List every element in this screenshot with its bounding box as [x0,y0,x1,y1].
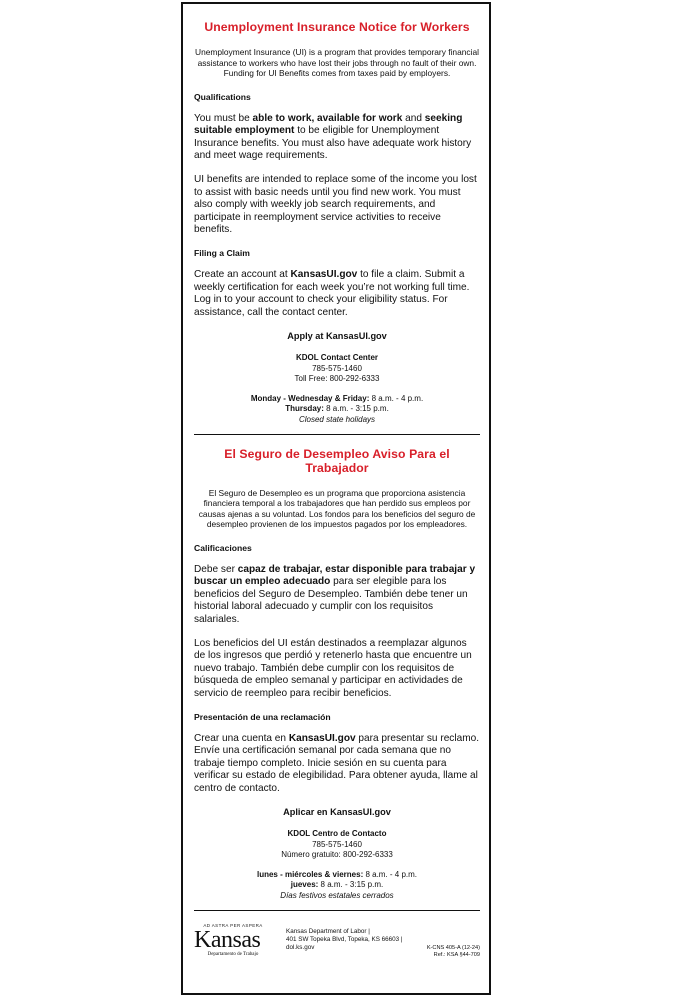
bold-run: seeking suitable employment [194,112,463,137]
website-link-text: KansasUI.gov [288,733,356,745]
form-code: K-CNS 405-A (12-24) [426,944,480,951]
hours-line-1 [194,394,480,405]
contact-phone: 785-575-1460 [312,363,362,373]
text-run: You must be [194,112,253,124]
text-run: para presentar su reclamo. Envíe una certificación semanal por cada semana que no trabaje tiempo completo. Inicie sesión en su cuenta para verificar su estado de elegibilidad. Para obtener ayuda, llame al centro de contacto. [194,733,480,794]
department-address [286,928,403,953]
english-qualifications-paragraph-2: UI benefits are intended to replace some of the income you lost to assist with basic needs until you find new work. You must also comply with weekly job search requirements, and participate in reemployment service activities to receive benefits. [194,174,477,236]
hours-time: 8 a.m. - 3:15 p.m. [323,404,389,414]
text-run: to file a claim. Submit a weekly certification for each week you’re not working full time. Log in to your account to check your eligibility status. For assistance, call the contact center. [194,269,470,318]
text-run: Create an account at [194,269,291,281]
kansas-logo [194,923,272,969]
text-run: to be eligible for Unemployment Insurance benefits. You must also have adequate work history and meet wage requirements. [194,125,472,161]
department-street: 401 SW Topeka Blvd, Topeka, KS 66603 | [286,935,403,943]
hours-time: 8 a.m. - 4 p.m. [369,393,424,403]
form-reference: Ref.: KSA §44-709 [433,952,480,959]
english-filing-paragraph [194,269,480,319]
section-divider [194,434,480,435]
logo-wordmark: Kansas [194,926,261,953]
hours-days: jueves: [290,880,319,890]
notice-poster [181,2,491,995]
english-filing-heading: Filing a Claim [194,248,250,259]
hours-time: 8 a.m. - 3:15 p.m. [318,880,384,890]
text-run: and [402,112,425,124]
english-qualifications-heading: Qualifications [194,91,251,102]
text-run: Debe ser [194,564,238,575]
holidays-text: Closed state holidays [298,415,376,425]
english-title: Unemployment Insurance Notice for Workers [204,20,470,34]
english-qualifications-paragraph-1 [194,113,480,163]
department-website: dol.ks.gov [286,944,315,952]
text-run: Crear una cuenta en [194,733,289,745]
holidays-line [194,415,480,426]
spanish-filing-paragraph [194,733,480,795]
logo-department: Departamento de Trabajo [207,951,259,957]
contact-tollfree: Toll Free: 800-292-6333 [294,374,380,384]
text-run: para ser elegible para los beneficios del Seguro de Desempleo. También debe tener un historial laboral adecuado y cumplir con los requisitos salariales. [194,576,468,625]
bold-run: able to work, available for work [252,112,403,124]
website-link-text: KansasUI.gov [290,269,358,281]
hours-line-2 [194,880,480,891]
english-hours-block [194,394,480,426]
hours-line-2 [194,404,480,415]
holidays-text: Días festivos estatales cerrados [280,891,394,901]
hours-line-1 [194,870,480,881]
spanish-contact-block [194,829,480,861]
holidays-line [194,891,480,902]
english-contact-block [194,353,480,385]
spanish-hours-block [194,870,480,902]
department-name: Kansas Department of Labor | [286,927,370,935]
spanish-qualifications-paragraph-1 [194,564,480,626]
hours-days: Thursday: [285,404,324,414]
spanish-qualifications-heading: Calificaciones [194,543,252,553]
bold-run: capaz de trabajar, estar disponible para trabajar y buscar un empleo adecuado [194,564,476,588]
contact-phone: 785-575-1460 [312,839,362,849]
logo-motto: AD ASTRA PER ASPERA [203,922,263,928]
spanish-title: El Seguro de Desempleo Aviso Para el Trabajador [224,446,450,475]
spanish-filing-heading: Presentación de una reclamación [194,712,331,723]
spanish-intro: El Seguro de Desempleo es un programa que proporciona asistencia financiera temporal a los trabajadores que han perdido sus empleos por causas ajenas a su voluntad. Los fondos para los beneficios del seguro de desempleo provienen de los impuestos pagados por los empleadores. [198,487,476,530]
contact-center-name: KDOL Contact Center [295,353,379,363]
contact-tollfree: Número gratuito: 800-292-6333 [281,850,393,860]
spanish-apply-line: Aplicar en KansasUI.gov [283,807,391,818]
poster-footer [194,923,480,971]
footer-divider [194,910,480,911]
english-apply-line: Apply at KansasUI.gov [287,331,387,342]
form-number [427,945,480,960]
spanish-qualifications-paragraph-2: Los beneficios del UI están destinados a reemplazar algunos de los ingresos que perdió y retenerlo hasta que encuentre un nuevo trabajo. También debe cumplir con los requisitos de búsqueda de empleo semanal y participar en actividades de servicio de reempleo para recibir beneficios. [194,638,472,699]
hours-time: 8 a.m. - 4 p.m. [363,869,418,879]
contact-center-name: KDOL Centro de Contacto [287,829,387,839]
hours-days: Monday - Wednesday & Friday: [250,393,370,403]
hours-days: lunes - miércoles & viernes: [256,869,364,879]
poster-content [194,20,480,971]
english-intro: Unemployment Insurance (UI) is a program that provides temporary financial assistance to workers who have lost their jobs through no fault of their own. Funding for UI Benefits comes from taxes paid by employers. [195,47,479,79]
